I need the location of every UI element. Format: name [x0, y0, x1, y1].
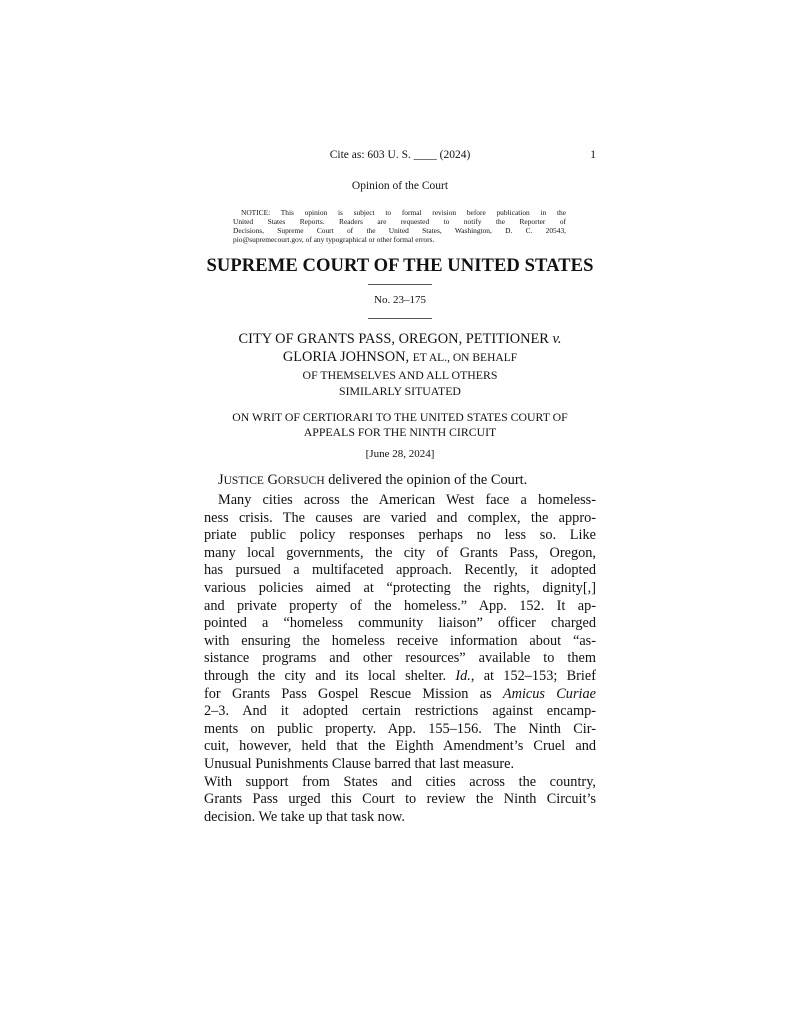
opinion-label: Opinion of the Court: [351, 180, 449, 192]
body-line: ments on public property. App. 155–156. The Ninth Cir-: [204, 720, 596, 737]
divider: [368, 284, 432, 285]
body-line: Many cities across the American West face a homeless-: [218, 492, 596, 508]
case-caption-line: [196, 331, 604, 348]
case-caption-line: [204, 349, 596, 366]
citation: Cite as: 603 U. S. ____ (2024): [329, 149, 471, 161]
running-header: [204, 149, 596, 165]
notice-line: NOTICE: This opinion is subject to formal revision before publication in the: [241, 208, 566, 217]
body-line: many local governments, the city of Grants Pass, Oregon,: [204, 544, 596, 561]
body-line: through the city and its local shelter. Id., at 152–153; Brief: [204, 667, 596, 684]
body-line: with ensuring the homeless receive information about “as-: [204, 632, 596, 649]
decision-date: [June 28, 2024]: [365, 448, 435, 460]
divider: [368, 318, 432, 319]
body-line: cuit, however, held that the Eighth Amendment’s Cruel and: [204, 738, 596, 755]
delivered-line: JUSTICE GORSUCH delivered the opinion of the Court.: [218, 472, 528, 488]
notice-line: Decisions, Supreme Court of the United States, Washington, D. C. 20543,: [233, 226, 566, 235]
writ-line: ON WRIT OF CERTIORARI TO THE UNITED STATES COURT OF: [232, 410, 568, 424]
body-line: decision. We take up that task now.: [204, 808, 405, 825]
writ-line: APPEALS FOR THE NINTH CIRCUIT: [303, 425, 497, 439]
body-line: pointed a “homeless community liaison” officer charged: [204, 615, 596, 632]
opinion-body: [204, 492, 596, 826]
notice-line: pio@supremecourt.gov, of any typographical or other formal errors.: [233, 235, 435, 244]
docket-number: No. 23–175: [374, 294, 426, 306]
respondent-small: ET AL., ON BEHALF: [412, 352, 518, 364]
case-caption-line: SIMILARLY SITUATED: [339, 384, 461, 398]
body-line: various policies aimed at “protecting the rights, dignity[,]: [204, 579, 596, 596]
notice-line: United States Reports. Readers are requested to notify the Reporter of: [233, 217, 566, 226]
body-line: has pursued a multifaceted approach. Recently, it adopted: [204, 562, 596, 579]
body-line: Grants Pass urged this Court to review the Ninth Circuit’s: [204, 791, 596, 808]
italic-term: Id.: [455, 667, 471, 684]
body-line: sistance programs and other resources” available to them: [204, 650, 596, 667]
publication-notice: [233, 208, 566, 244]
court-name: SUPREME COURT OF THE UNITED STATES: [206, 255, 594, 276]
italic-term: Amicus Curiae: [502, 685, 596, 702]
body-line: and private property of the homeless.” App. 152. It ap-: [204, 597, 596, 614]
case-caption-line: OF THEMSELVES AND ALL OTHERS: [302, 368, 498, 382]
body-line: With support from States and cities across the country,: [204, 773, 596, 790]
body-line: Unusual Punishments Clause barred that last measure.: [204, 755, 515, 772]
body-line: priate public policy responses perhaps no less so. Like: [204, 527, 596, 544]
respondent: GLORIA JOHNSON,: [282, 349, 413, 365]
body-line: ness crisis. The causes are varied and complex, the appro-: [204, 509, 596, 526]
petitioner: CITY OF GRANTS PASS, OREGON, PETITIONER: [238, 331, 553, 347]
page-number: 1: [590, 149, 596, 161]
body-line: 2–3. And it adopted certain restrictions against encamp-: [204, 703, 596, 720]
versus: v.: [552, 331, 562, 347]
body-line: for Grants Pass Gospel Rescue Mission as Amicus Curiae: [204, 685, 596, 702]
